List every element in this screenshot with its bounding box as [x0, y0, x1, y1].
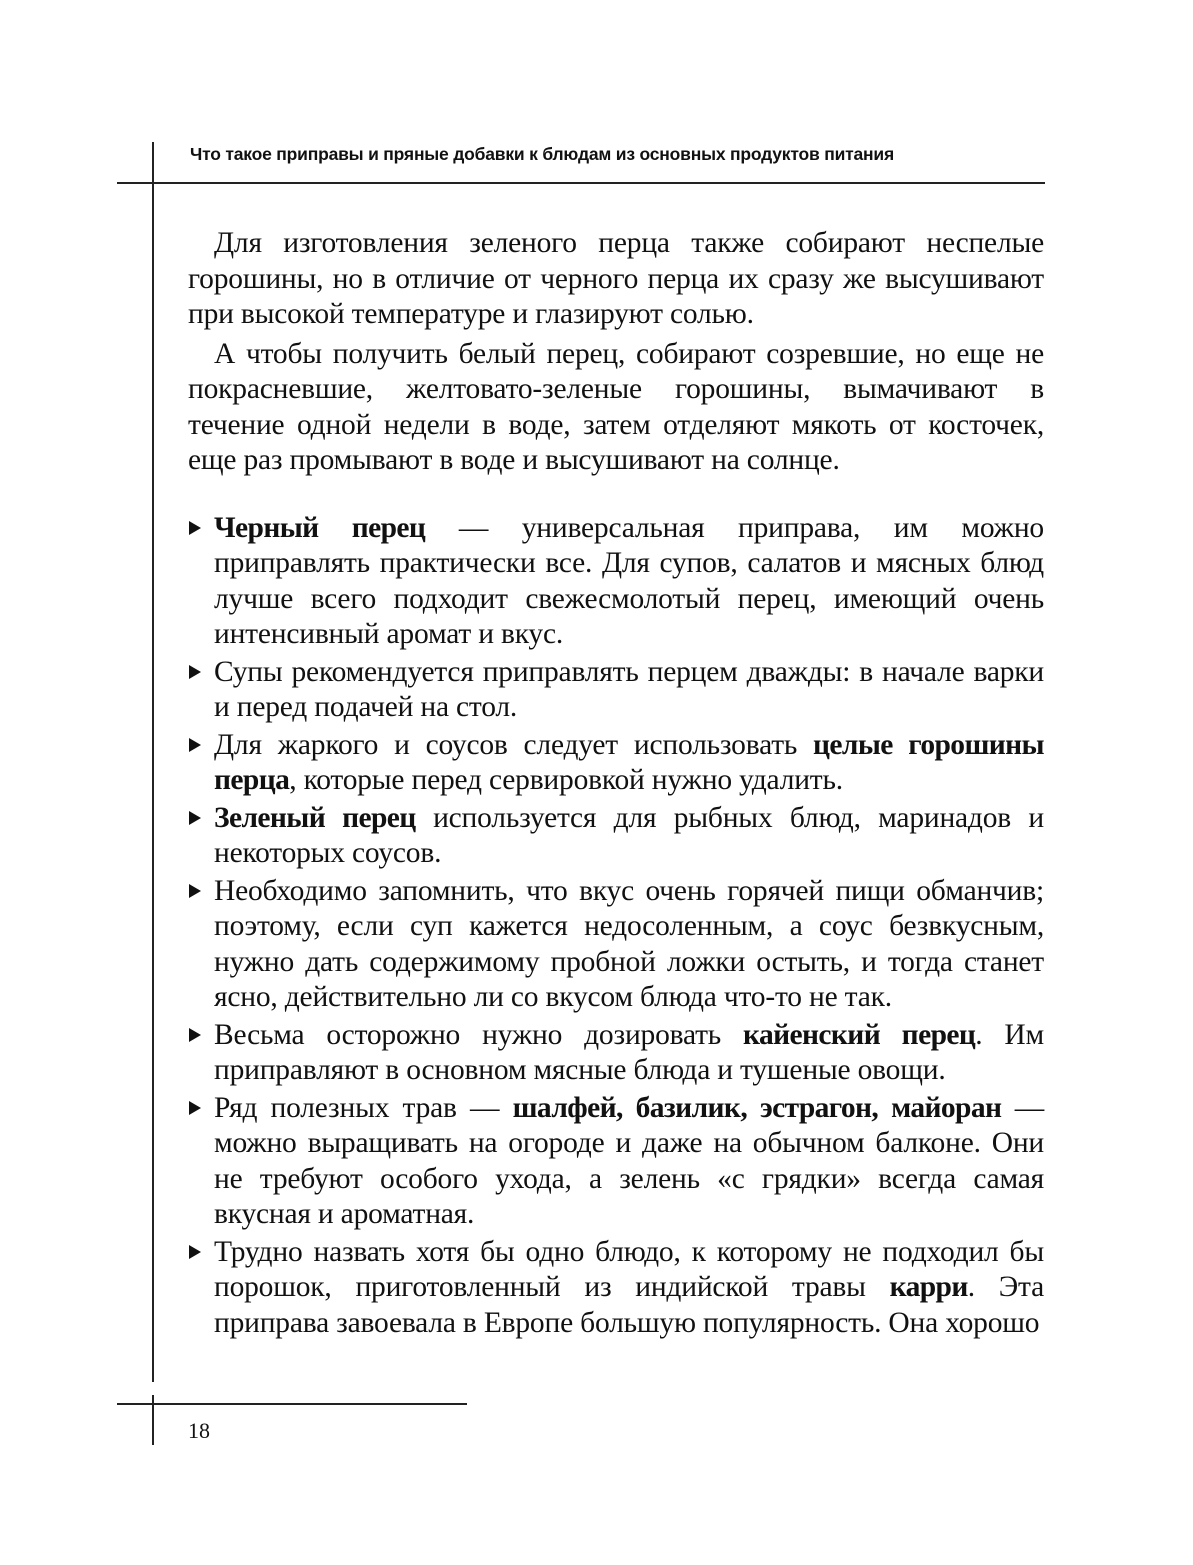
triangle-bullet-icon: [189, 1245, 201, 1259]
bold-term: шалфей, базилик, эстрагон, майоран: [512, 1091, 1002, 1124]
bold-term: карри: [889, 1271, 968, 1303]
list-item: [188, 728, 1044, 799]
triangle-bullet-icon: [189, 738, 201, 752]
triangle-bullet-icon: [189, 884, 201, 898]
list-item: [188, 511, 1044, 653]
page-body: [188, 226, 1044, 1343]
triangle-bullet-icon: [189, 811, 201, 825]
item-text-pre: Ряд полезных трав —: [214, 1091, 513, 1124]
item-text-pre: Для жаркого и соусов следует использовать: [214, 728, 814, 761]
list-item: [188, 874, 1044, 1016]
item-text: . Им приправляют в основном мясные блюда и тушеные овощи.: [214, 1018, 1045, 1086]
triangle-bullet-icon: [189, 1028, 201, 1042]
list-item: [188, 1018, 1044, 1089]
item-text: , которые перед сервировкой нужно удалить.: [289, 764, 843, 796]
page-number: 18: [188, 1418, 210, 1443]
triangle-bullet-icon: [189, 665, 201, 679]
item-text: . Эта приправа завоевала в Европе большую популярность. Она хорошо: [214, 1271, 1044, 1339]
triangle-bullet-icon: [189, 521, 201, 535]
item-text-pre: Весьма осторожно нужно дозировать: [214, 1018, 744, 1051]
paragraph: А чтобы получить белый перец, собирают созревшие, но еще не покрасневшие, желтовато-зеленые горошины, вымачивают в течение одной недели в воде, затем отделяют мякоть от косточек, еще раз промывают в воде и высушивают на солнце.: [188, 337, 1044, 476]
item-text: используется для рыбных блюд, маринадов и некоторых соусов.: [214, 801, 1044, 869]
bold-term: целые горошины перца: [214, 728, 1044, 796]
list-item: [188, 1235, 1044, 1342]
footer-rule: [117, 1403, 467, 1405]
item-text: — можно выращивать на огороде и даже на обычном балконе. Они не требуют особого ухода, а зелень «с грядки» всегда самая вкусная и ароматная.: [214, 1091, 1044, 1230]
item-text-pre: Трудно назвать хотя бы одно блюдо, к которому не подходил бы порошок, приготовленный из индийской травы: [214, 1235, 1044, 1303]
bold-term: Зеленый перец: [214, 801, 416, 834]
margin-rule-vertical: [152, 142, 154, 1382]
item-text: Супы рекомендуется приправлять перцем дважды: в начале варки и перед подачей на стол.: [214, 655, 1044, 723]
item-text: Необходимо запомнить, что вкус очень горячей пищи обманчив; поэтому, если суп кажется недосоленным, а соус безвкусным, нужно дать содержимому пробной ложки остыть, и тогда станет ясно, действительно ли со вкусом блюда что-то не так.: [214, 874, 1044, 1013]
triangle-bullet-icon: [189, 1101, 201, 1115]
bold-term: кайенский перец: [743, 1018, 976, 1051]
running-title: Что такое приправы и пряные добавки к блюдам из основных продуктов питания: [190, 144, 894, 164]
list-item: [188, 801, 1044, 872]
bullet-list: [188, 511, 1044, 1342]
list-item: [188, 655, 1044, 726]
header-rule: [117, 182, 1045, 184]
paragraph: Для изготовления зеленого перца также собирают неспелые горошины, но в отличие от черного перца их сразу же высушивают при высокой температуре и глазируют солью.: [188, 227, 1044, 330]
list-item: [188, 1091, 1044, 1233]
item-text: — универсальная приправа, им можно приправлять практически все. Для супов, салатов и мясных блюд лучше всего подходит свежесмолотый перец, имеющий очень интенсивный аромат и вкус.: [214, 511, 1044, 650]
bold-term: Черный перец: [214, 511, 426, 544]
